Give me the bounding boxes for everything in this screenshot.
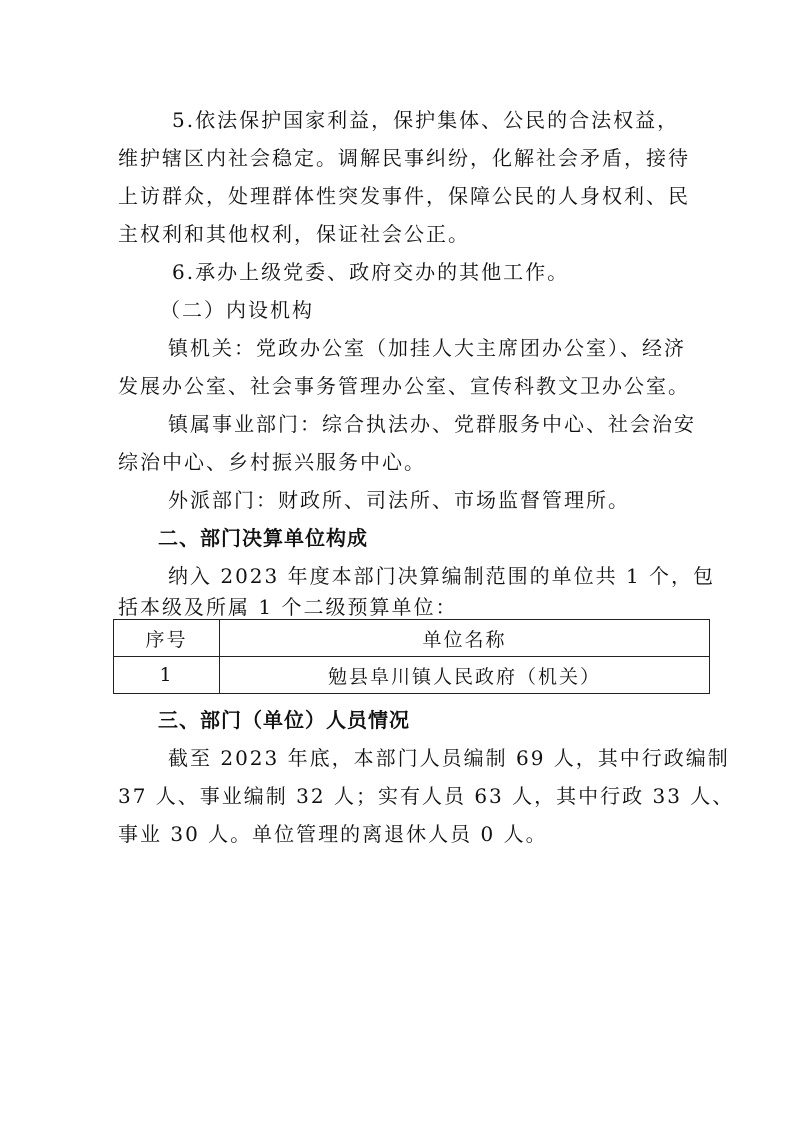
internal-structure-heading: （二）内设机构	[160, 298, 314, 322]
duty5-line-3: 上访群众，处理群体性突发事件，保障公民的人身权利、民	[118, 184, 690, 208]
table-header-cell-no: 序号	[114, 620, 220, 657]
section3-heading: 三、部门（单位）人员情况	[158, 708, 410, 732]
table-header-cell-unit-name: 单位名称	[220, 620, 710, 657]
town-institutions-line-2: 综治中心、乡村振兴服务中心。	[118, 450, 426, 474]
section3-text-line-2: 37 人、事业编制 32 人；实有人员 63 人，其中行政 33 人、	[118, 784, 735, 808]
table-cell-no: 1	[114, 657, 220, 694]
section2-text-line-1: 纳入 2023 年度本部门决算编制范围的单位共 1 个，包	[168, 564, 716, 588]
duty5-line-2: 维护辖区内社会稳定。调解民事纠纷，化解社会矛盾，接待	[118, 146, 690, 170]
dispatched-departments-line: 外派部门：财政所、司法所、市场监督管理所。	[168, 488, 630, 512]
table-cell-unit-name: 勉县阜川镇人民政府（机关）	[220, 657, 710, 694]
units-table	[113, 619, 710, 694]
section2-heading: 二、部门决算单位构成	[158, 526, 368, 550]
table-header-row	[114, 620, 710, 657]
duty6-line: 6.承办上级党委、政府交办的其他工作。	[172, 260, 570, 284]
town-office-line-1: 镇机关：党政办公室（加挂人大主席团办公室）、经济	[168, 336, 686, 360]
duty5-line-4: 主权利和其他权利，保证社会公正。	[118, 222, 470, 246]
town-institutions-line-1: 镇属事业部门：综合执法办、党群服务中心、社会治安	[168, 412, 696, 436]
town-office-line-2: 发展办公室、社会事务管理办公室、宣传科教文卫办公室。	[118, 374, 690, 398]
section3-text-line-3: 事业 30 人。单位管理的离退休人员 0 人。	[118, 822, 548, 846]
table-row	[114, 657, 710, 694]
section3-text-line-1: 截至 2023 年底，本部门人员编制 69 人，其中行政编制	[168, 746, 730, 770]
section2-text-line-2: 括本级及所属 1 个二级预算单位：	[118, 595, 458, 619]
duty5-line-1: 5.依法保护国家利益，保护集体、公民的合法权益，	[172, 108, 680, 132]
